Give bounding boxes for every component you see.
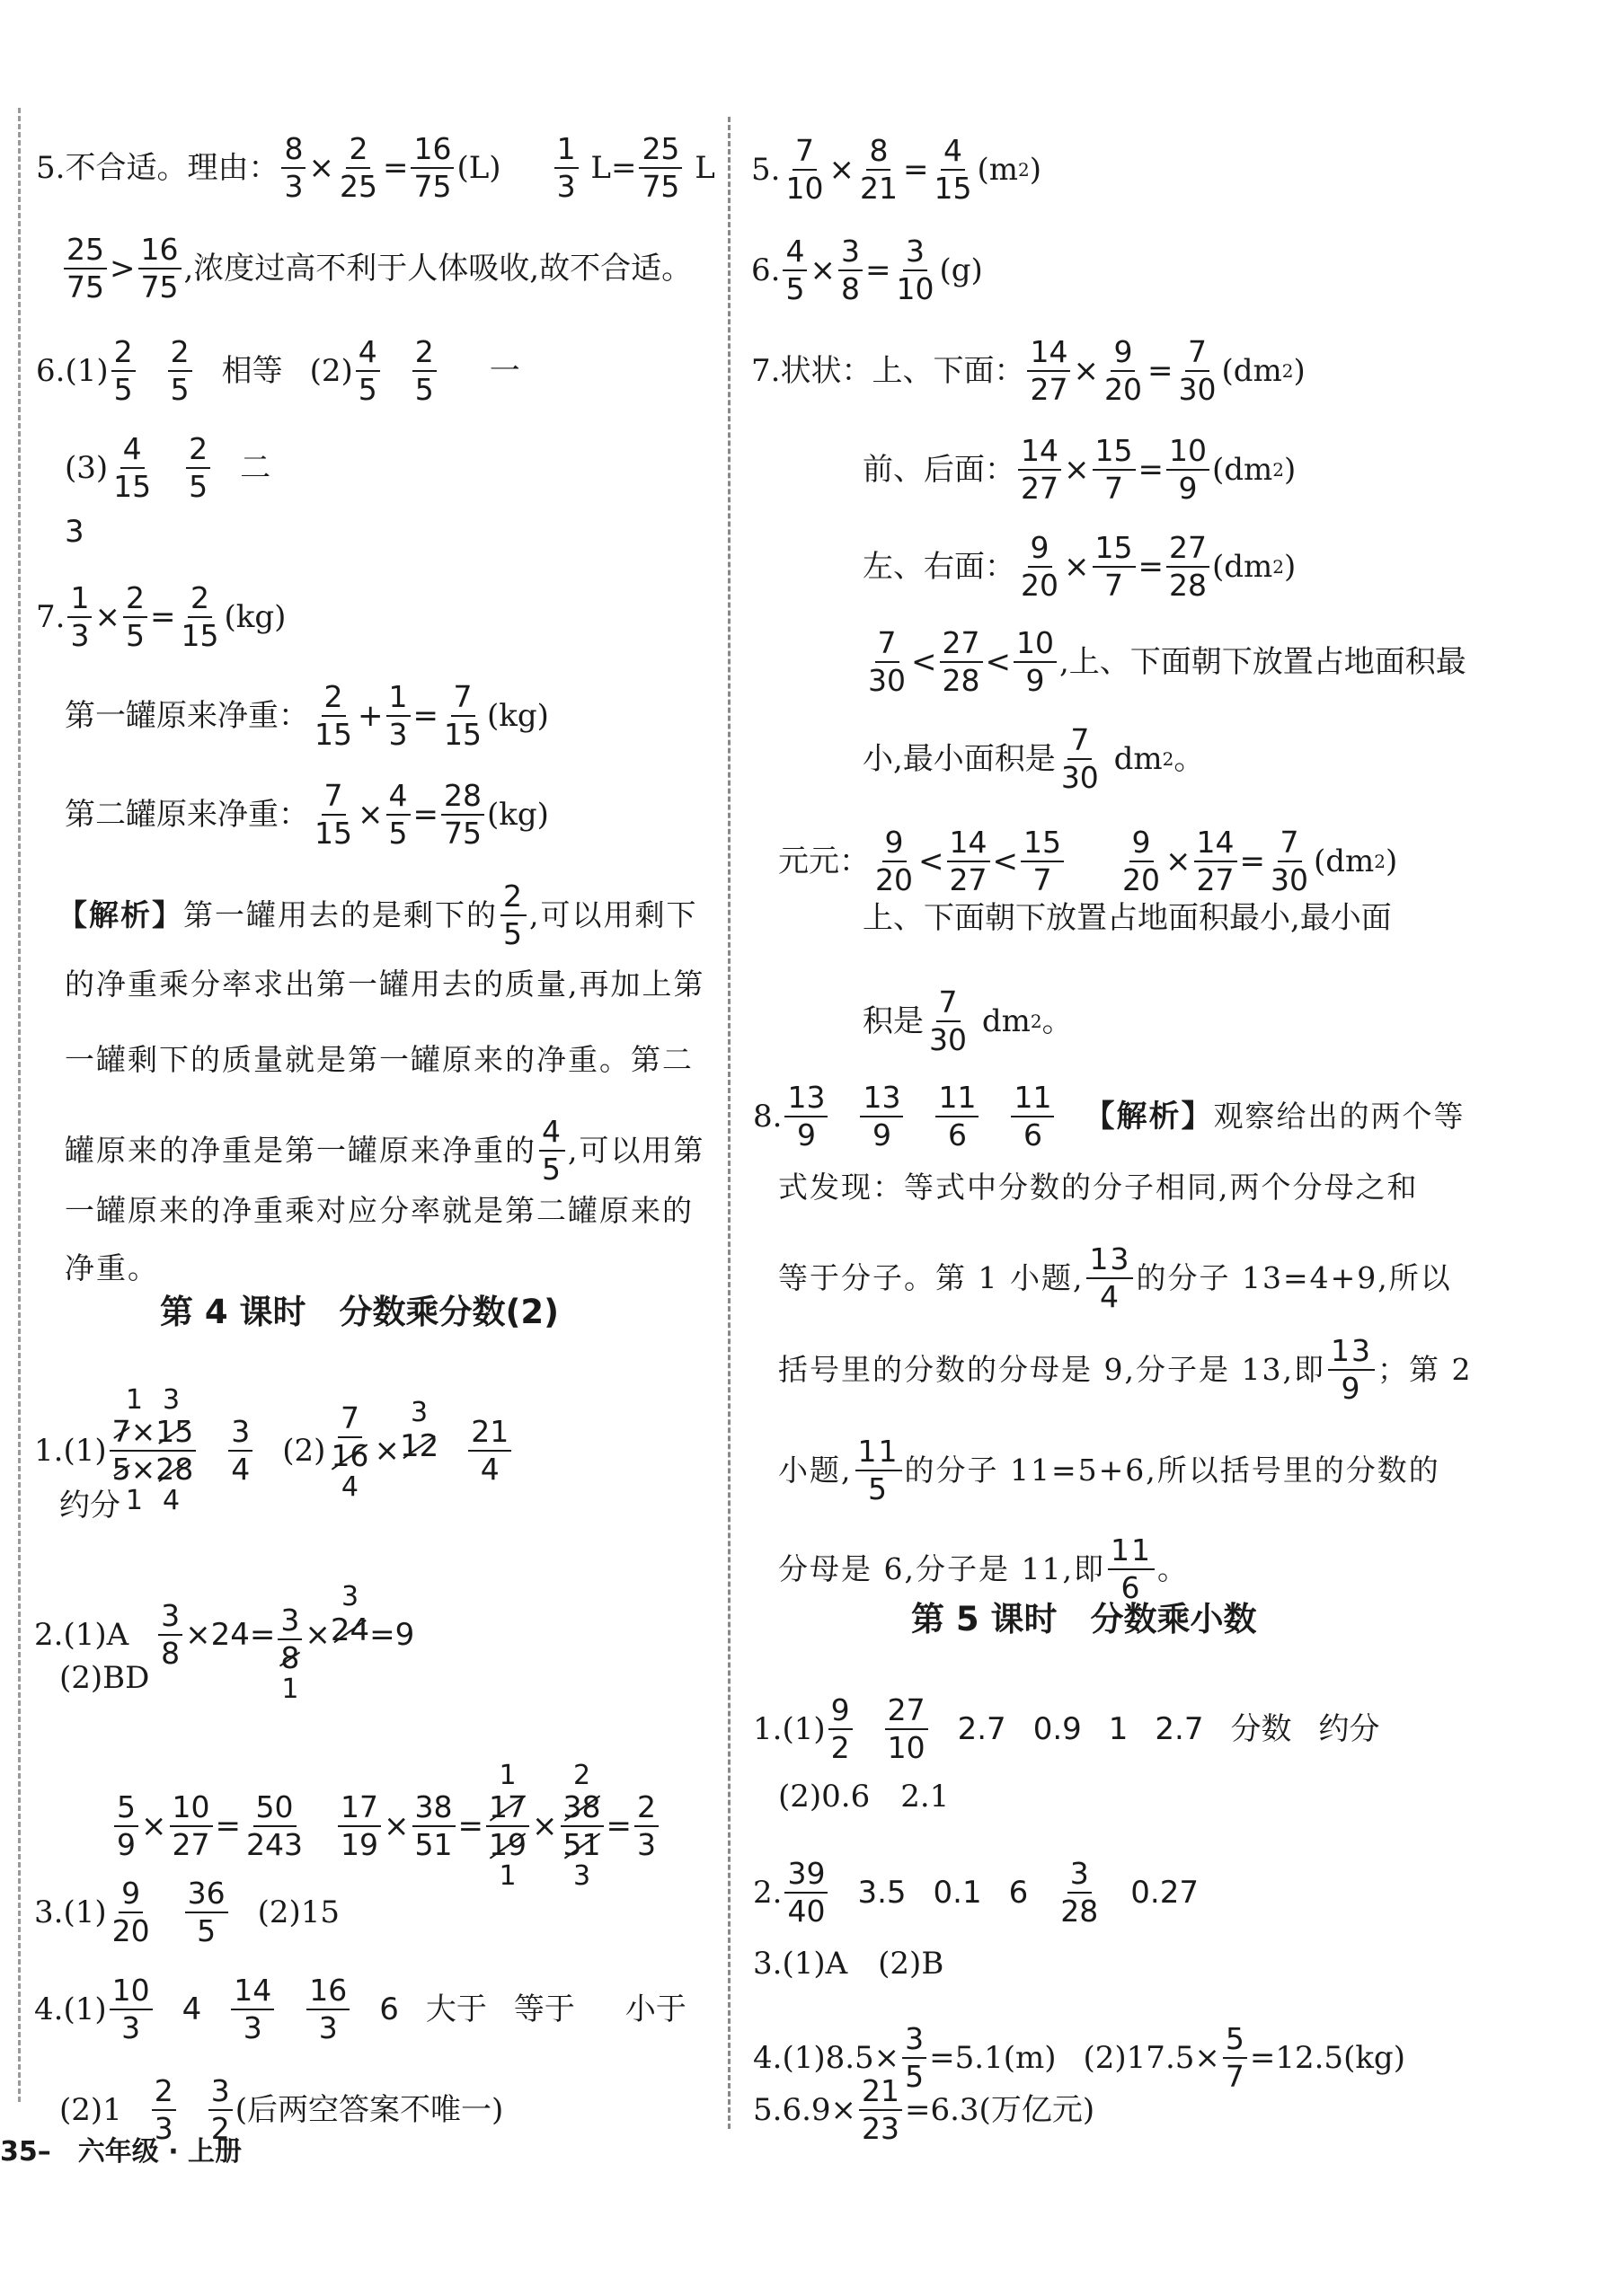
left-analysis-line5: 一罐原来的净重乘对应分率就是第二罐原来的: [65, 1193, 694, 1228]
right-q5: 5. $\frac{7}{10}$ × $\frac{8}{21}$ = $\frac{4}{15}$ (m 2 ): [751, 133, 1041, 206]
right-q8-line6: 分母是 6,分子是 11,即 11 6 。: [778, 1532, 1189, 1605]
s5-q2: 2. 39 40 3.5 0.1 6 3 28 0.27: [753, 1856, 1199, 1929]
right-q7-line5: 小,最小面积是 7 30 dm 2 。: [863, 722, 1205, 795]
page-footer: 35– 六年级 · 上册: [0, 2136, 243, 2168]
right-q8-line4: 括号里的分数的分母是 9,分子是 13,即 13 9 ；第 2: [778, 1333, 1473, 1406]
left-margin-line: [18, 108, 21, 2102]
right-q7-line3: 左、右面： $\frac{9}{20}$ × $\frac{15}{7}$ = $\frac{27}{28}$ (dm 2 ): [863, 530, 1297, 603]
right-q6: 6. $\frac{4}{5}$ × $\frac{3}{8}$ = $\frac{3}{10}$ (g): [751, 234, 983, 306]
s4-q1-line1: 1.(1) 1 3 7×15 5×28 1 4 3 4 (2) 7 16 4 × 3 12 21 4: [34, 1387, 514, 1514]
right-q7-line4: 7 30 < 27 28 < 10 9 ,上、下面朝下放置占地面积最: [868, 625, 1466, 698]
heading-lesson-4: 第 4 课时 分数乘分数(2): [160, 1293, 560, 1331]
right-q8-line1: 8. 13 9 13 9 11 6 11 6 【解析】 观察给出的两个等: [753, 1080, 1466, 1152]
s5-q5: 5.6.9× $\frac{21}{23}$ =6.3(万亿元): [753, 2073, 1095, 2146]
s4-q4-line1: 4.(1) 10 3 4 14 3 16 3 6 大于 等于 小于: [34, 1973, 686, 2045]
left-analysis-line4: 罐原来的净重是第一罐原来净重的 4 5 ,可以用第: [65, 1114, 705, 1187]
left-q6-line3: 3: [65, 514, 84, 550]
heading-lesson-5: 第 5 课时 分数乘小数: [911, 1600, 1257, 1638]
right-q7-line7: 上、下面朝下放置占地面积最小,最小面: [863, 900, 1392, 936]
s5-q1-line2: (2)0.6 2.1: [778, 1779, 950, 1815]
right-q7-line1: 7.状状：上、下面： $\frac{14}{27}$ × $\frac{9}{20}$ = $\frac{7}{30}$ (dm 2 ): [751, 334, 1306, 407]
left-q6-line1: 6.(1) 2 5 2 5 相等 (2) 4 5 2 5 一: [36, 334, 520, 407]
left-analysis-line3: 一罐剩下的质量就是第一罐原来的净重。第二: [65, 1042, 694, 1077]
s4-q4-line2: (2)1 2 3 3 2 (后两空答案不唯一): [59, 2073, 504, 2146]
right-q8-line2: 式发现：等式中分数的分子相同,两个分母之和: [778, 1170, 1419, 1205]
cancellation-fraction: 1 3 7×15 5×28 1 4: [107, 1387, 199, 1514]
s5-q1-line1: 1.(1) 9 2 27 10 2.7 0.9 1 2.7 分数 约分: [753, 1692, 1380, 1765]
s4-q3: 3.(1) 9 20 36 5 (2)15: [34, 1876, 341, 1948]
s4-q2-line1: 2.(1)A $\frac{3}{8}$ ×24= 3 8 1 × 3 24 =9: [34, 1581, 415, 1705]
right-q8-line5: 小题, 11 5 的分子 11=5+6,所以括号里的分数的: [778, 1434, 1440, 1506]
right-q7-line6: 元元： 9 20 < 14 27 < 15 7 $\frac{9}{20}$ × $\frac{14}{27}$ = $\frac{7}{30}$ (dm 2 ): [778, 825, 1398, 897]
left-q7-line3: 第二罐原来净重： $\frac{7}{15}$ × $\frac{4}{5}$ = $\frac{28}{75}$ (kg): [65, 778, 549, 851]
left-analysis-line6: 净重。: [65, 1250, 159, 1285]
left-q6-line2: (3) 4 15 2 5 二: [65, 431, 271, 504]
right-q7-line2: 前、后面： $\frac{14}{27}$ × $\frac{15}{7}$ = $\frac{10}{9}$ (dm 2 ): [863, 433, 1297, 506]
left-q7-line2: 第一罐原来净重： 2 15 + $\frac{1}{3}$ = $\frac{7}{15}$ (kg): [65, 679, 549, 752]
left-analysis-line2: 的净重乘分率求出第一罐用去的质量,再加上第: [65, 967, 705, 1002]
left-q5-line1: 5.不合适。理由： $\frac{8}{3}$ × $\frac{2}{25}$ = $\frac{16}{75}$ (L) 1 3 L= $\frac{25}{75}$ L: [36, 131, 715, 204]
left-analysis-line1: 【解析】 第一罐用去的是剩下的 2 5 ,可以用剩下: [58, 879, 698, 951]
s4-q1-line2: 约分: [59, 1488, 120, 1523]
right-q7-line8: 积是 7 30 dm 2 。: [863, 985, 1073, 1057]
s4-q2-line3: $\frac{5}{9}$ × $\frac{10}{27}$ = $\frac{50}{243}$ $\frac{17}{19}$ × $\frac{38}{51}$ = 1 17 19 1 × 2 38 51 3 = $\frac{2}{3}$: [111, 1762, 661, 1890]
column-divider: [728, 117, 731, 2129]
s4-q2-line2: (2)BD: [59, 1660, 150, 1696]
s5-q4: 4.(1)8.5× $\frac{3}{5}$ =5.1(m) (2)17.5× $\frac{5}{7}$ =12.5(kg): [753, 2021, 1405, 2094]
left-q5-line2: 25 75 > 16 75 ,浓度过高不利于人体吸收,故不合适。: [61, 232, 692, 305]
s5-q3: 3.(1)A (2)B: [753, 1946, 944, 1982]
right-q8-line3: 等于分子。第 1 小题, 13 4 的分子 13=4+9,所以: [778, 1241, 1452, 1314]
left-q7-line1: 7. $\frac{1}{3}$ × $\frac{2}{5}$ = $\frac{2}{15}$ (kg): [36, 580, 287, 653]
